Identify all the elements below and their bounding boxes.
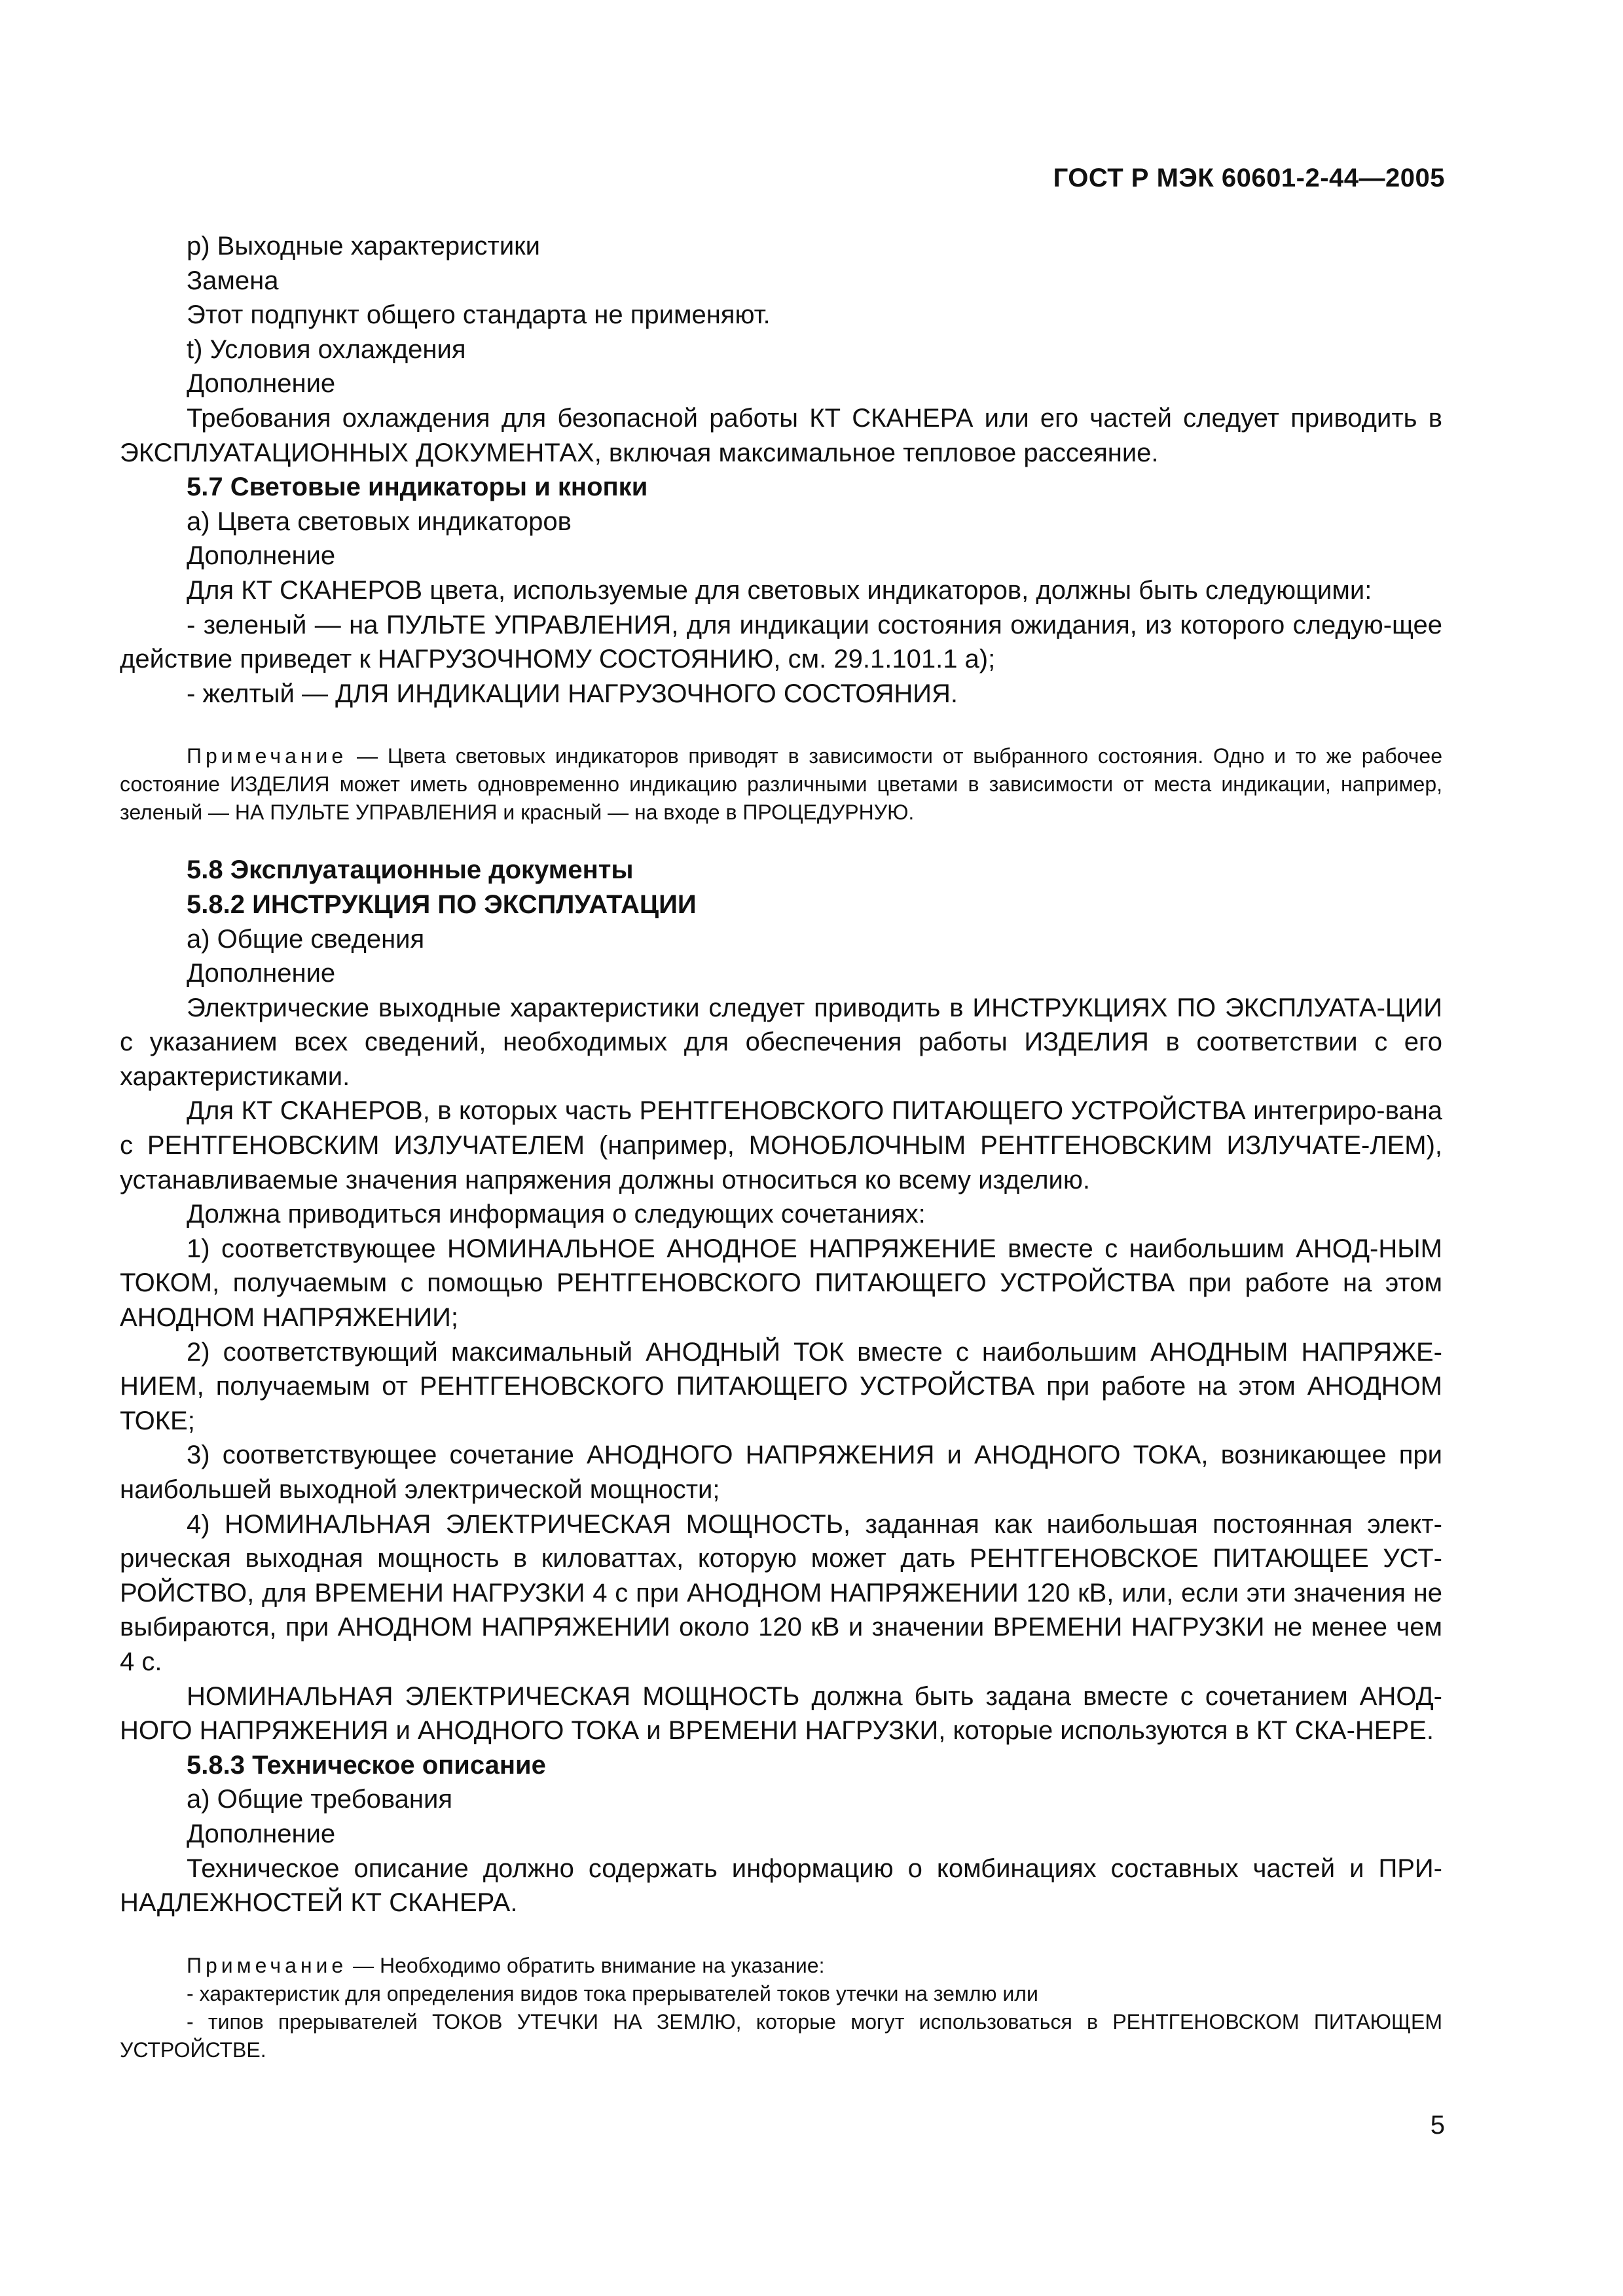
subitem-a: а) Цвета световых индикаторов bbox=[187, 507, 572, 536]
page-content bbox=[120, 229, 1442, 2064]
paragraph: Техническое описание должно содержать информацию о комбинациях составных частей и ПРИ-НАДЛЕЖНОСТЕЙ КТ СКАНЕРА. bbox=[120, 1854, 1442, 1918]
list-item: 2) соответствующий максимальный АНОДНЫЙ ТОК вместе с наибольшим АНОДНЫМ НАПРЯЖЕ-НИЕМ, получаемым от РЕНТГЕНОВСКОГО ПИТАЮЩЕГО УСТРОЙСТВА при работе на этом АНОДНОМ ТОКЕ; bbox=[120, 1337, 1442, 1435]
subitem-t: t) Условия охлаждения bbox=[187, 334, 466, 364]
section-heading-5-7: 5.7 Световые индикаторы и кнопки bbox=[187, 473, 648, 502]
list-item: 4) НОМИНАЛЬНАЯ ЭЛЕКТРИЧЕСКАЯ МОЩНОСТЬ, заданная как наибольшая постоянная элект-рическая выходная мощность в киловаттах, которую может дать РЕНТГЕНОВСКОЕ ПИТАЮЩЕЕ УСТ-РОЙСТВО, для ВРЕМЕНИ НАГРУЗКИ 4 с при АНОДНОМ НАПРЯЖЕНИИ 120 кВ, или, если эти значения не выбираются, при АНОДНОМ НАПРЯЖЕНИИ около 120 кВ и значении ВРЕМЕНИ НАГРУЗКИ не менее чем 4 с. bbox=[120, 1509, 1442, 1676]
list-item: - желтый — ДЛЯ ИНДИКАЦИИ НАГРУЗОЧНОГО СОСТОЯНИЯ. bbox=[187, 679, 958, 708]
addition-label: Дополнение bbox=[187, 541, 336, 571]
subitem-p: р) Выходные характеристики bbox=[187, 232, 541, 260]
paragraph: Требования охлаждения для безопасной работы КТ СКАНЕРА или его частей следует приводить в ЭКСПЛУАТАЦИОННЫХ ДОКУМЕНТАХ, включая максимальное тепловое рассеяние. bbox=[120, 403, 1442, 467]
note-list-item: - типов прерывателей ТОКОВ УТЕЧКИ НА ЗЕМЛЮ, которые могут использоваться в РЕНТГЕНОВСКОМ ПИТАЮЩЕМ УСТРОЙСТВЕ. bbox=[120, 2009, 1442, 2062]
paragraph: НОМИНАЛЬНАЯ ЭЛЕКТРИЧЕСКАЯ МОЩНОСТЬ должна быть задана вместе с сочетанием АНОД-НОГО НАПРЯЖЕНИЯ и АНОДНОГО ТОКА и ВРЕМЕНИ НАГРУЗКИ, которые используются в КТ СКА-НЕРЕ. bbox=[120, 1681, 1442, 1746]
note-list-item: - характеристик для определения видов тока прерывателей токов утечки на землю или bbox=[187, 1981, 1038, 2005]
paragraph: Этот подпункт общего стандарта не применяют. bbox=[187, 300, 771, 330]
subitem-a: а) Общие сведения bbox=[187, 924, 425, 954]
addition-label: Дополнение bbox=[187, 959, 336, 988]
replacement-label: Замена bbox=[187, 266, 279, 295]
note bbox=[120, 742, 1442, 827]
paragraph: Должна приводиться информация о следующих сочетаниях: bbox=[187, 1200, 926, 1229]
note-text: — Цвета световых индикаторов приводят в зависимости от выбранного состояния. Одно и то же рабочее состояние ИЗДЕЛИЯ может иметь одновременно индикацию различными цветами в зависимости от места индикации, например, зеленый — НА ПУЛЬТЕ УПРАВЛЕНИЯ и красный — на входе в ПРОЦЕДУРНУЮ. bbox=[120, 744, 1442, 825]
list-item: - зеленый — на ПУЛЬТЕ УПРАВЛЕНИЯ, для индикации состояния ожидания, из которого следую-щее действие приведет к НАГРУЗОЧНОМУ СОСТОЯНИЮ, см. 29.1.101.1 а); bbox=[120, 610, 1442, 674]
section-heading-5-8: 5.8 Эксплуатационные документы bbox=[187, 855, 634, 885]
note-label: Примечание bbox=[187, 744, 348, 768]
list-item: 1) соответствующее НОМИНАЛЬНОЕ АНОДНОЕ НАПРЯЖЕНИЕ вместе с наибольшим АНОД-НЫМ ТОКОМ, получаемым с помощью РЕНТГЕНОВСКОГО ПИТАЮЩЕГО УСТРОЙСТВА при работе на этом АНОДНОМ НАПРЯЖЕНИИ; bbox=[120, 1234, 1442, 1333]
note-label: Примечание bbox=[187, 1953, 348, 1977]
paragraph: Электрические выходные характеристики следует приводить в ИНСТРУКЦИЯХ ПО ЭКСПЛУАТА-ЦИИ с указанием всех сведений, необходимых для обеспечения работы ИЗДЕЛИЯ в соответствии с его характеристиками. bbox=[120, 993, 1442, 1091]
note-text: — Необходимо обратить внимание на указание: bbox=[347, 1953, 825, 1977]
note bbox=[120, 1952, 1442, 1980]
document-code: ГОСТ Р МЭК 60601-2-44—2005 bbox=[1053, 164, 1445, 192]
paragraph: Для КТ СКАНЕРОВ цвета, используемые для световых индикаторов, должны быть следующими: bbox=[187, 575, 1372, 605]
section-heading-5-8-2: 5.8.2 ИНСТРУКЦИЯ ПО ЭКСПЛУАТАЦИИ bbox=[187, 889, 697, 919]
subitem-a: а) Общие требования bbox=[187, 1785, 452, 1814]
list-item: 3) соответствующее сочетание АНОДНОГО НАПРЯЖЕНИЯ и АНОДНОГО ТОКА, возникающее при наибольшей выходной электрической мощности; bbox=[120, 1441, 1442, 1504]
addition-label: Дополнение bbox=[187, 369, 336, 399]
section-heading-5-8-3: 5.8.3 Техническое описание bbox=[187, 1750, 546, 1780]
addition-label: Дополнение bbox=[187, 1819, 336, 1848]
paragraph: Для КТ СКАНЕРОВ, в которых часть РЕНТГЕНОВСКОГО ПИТАЮЩЕГО УСТРОЙСТВА интегриро-вана с РЕНТГЕНОВСКИМ ИЗЛУЧАТЕЛЕМ (например, МОНОБЛОЧНЫМ РЕНТГЕНОВСКИМ ИЗЛУЧАТЕ-ЛЕМ), устанавливаемые значения напряжения должны относиться ко всему изделию. bbox=[120, 1096, 1442, 1194]
page-number: 5 bbox=[1430, 2111, 1445, 2140]
